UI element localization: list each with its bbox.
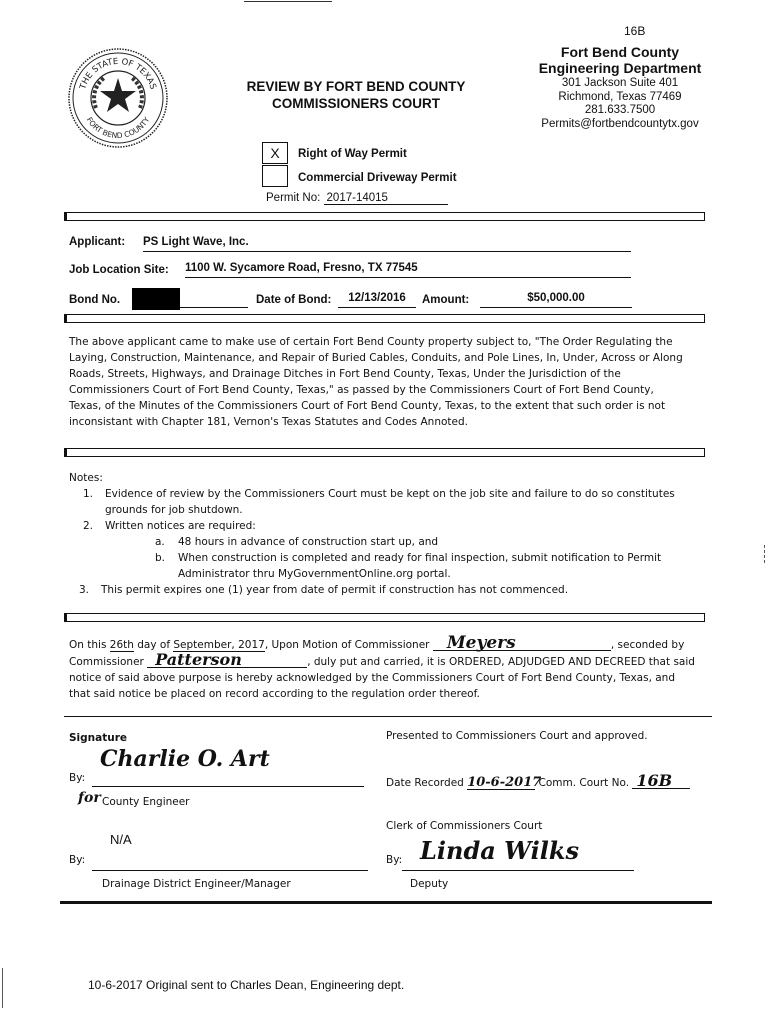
for-mark: for [78,790,101,806]
clerk-by-label: By: [386,854,403,866]
note-2a-letter: a. [155,536,165,548]
commercial-driveway-checkbox[interactable] [262,165,288,187]
bond-number-line [180,292,248,308]
paragraph-line: Laying, Construction, Maintenance, and Repair of Buried Cables, Conduits, and Pole Lines, In, Under, Across or Along [69,352,683,364]
presented-text: Presented to Commissioners Court and approved. [386,730,648,742]
scan-mark-right [764,545,766,563]
notes-title: Notes: [69,472,103,484]
notes-section [69,470,709,598]
department-name: Fort Bend County [560,44,680,60]
signature-line-1 [92,786,364,787]
applicant-value: PS Light Wave, Inc. [143,236,631,252]
paragraph-line: Texas, of the Minutes of the Commissioners Court of Fort Bend County, Texas, to the extent that such order is not [69,400,666,412]
note-2a [69,534,709,550]
court-number-value: 16B [632,774,690,789]
motion-carried: , duly put and carried, it is ORDERED, ADJUDGED AND DECREED that said [307,656,695,668]
right-of-way-checkbox[interactable]: X [262,142,288,164]
motion-day: 26th [109,639,134,651]
bottom-divider [60,901,712,904]
commercial-driveway-label: Commercial Driveway Permit [298,172,457,184]
signature-divider [64,716,712,717]
clerk-label: Clerk of Commissioners Court [386,820,543,832]
note-2b-letter: b. [155,552,166,564]
top-scan-line [244,1,332,2]
date-recorded-label: Date Recorded [386,777,464,789]
motion-day-of: day of [137,639,171,651]
section-divider-3 [64,448,705,457]
department-block [520,44,720,131]
motion-line4: that said notice be placed on record according to the regulation order thereof. [69,688,480,700]
motion-on-this: On this [69,639,107,651]
permit-number [266,192,448,205]
form-title-line2: COMMISSIONERS COURT [271,96,440,111]
job-location-label: Job Location Site: [69,264,169,276]
county-engineer-label: County Engineer [102,796,190,808]
note-3-number: 3. [79,584,90,596]
scan-mark-left [2,968,4,1008]
signature-by-label-2: By: [69,854,86,866]
note-3-text: This permit expires one (1) year from date of permit if construction has not commenced. [101,584,569,596]
bond-amount-value: $50,000.00 [480,292,632,308]
note-2-number: 2. [83,520,94,532]
seal-icon [66,46,170,150]
county-engineer-signature: Charlie O. Art [100,746,270,772]
department-address1: 301 Jackson Suite 401 [561,77,679,89]
signature-by-label: By: [69,772,86,784]
note-1 [69,486,709,518]
form-title [212,78,500,112]
permit-number-label: Permit No: [266,192,321,204]
footer-note: 10-6-2017 Original sent to Charles Dean, Engineering dept. [88,978,405,992]
department-email[interactable]: Permits@fortbendcountytx.gov [541,117,699,130]
department-subname: Engineering Department [538,60,702,76]
commissioner-1-signature: Meyers [433,636,611,651]
drainage-engineer-label: Drainage District Engineer/Manager [102,878,291,890]
section-divider-4 [64,613,705,622]
note-2b [69,550,709,582]
right-of-way-label: Right of Way Permit [298,148,407,160]
department-phone: 281.633.7500 [584,104,656,116]
section-divider-2 [64,314,705,323]
note-2a-text: 48 hours in advance of construction start up, and [178,536,439,548]
commissioner-2-signature: Patterson [147,653,307,668]
page-number: 16B [624,24,646,38]
seal-text-top: THE STATE OF TEXAS [78,56,158,91]
clerk-signature: Linda Wilks [420,836,580,865]
court-number-label: Comm. Court No. [538,777,630,789]
signature-heading: Signature [69,732,128,744]
section-divider-1 [64,212,705,221]
department-address2: Richmond, Texas 77469 [558,90,682,103]
regulation-paragraph [69,334,709,430]
county-seal [66,46,170,150]
note-1-number: 1. [83,488,94,500]
applicant-label: Applicant: [69,236,126,248]
paragraph-line: Commissioners Court of Fort Bend County, Texas," as passed by the Commissioners Court of Fort Bend County, [69,384,654,396]
note-2 [69,518,709,534]
note-2b-line2: Administrator thru MyGovernmentOnline.org portal. [178,568,451,580]
motion-seconded: , seconded by [610,639,685,651]
date-recorded-row [386,771,690,791]
motion-commissioner-label: Commissioner [69,656,144,668]
note-1-line2: grounds for job shutdown. [105,504,243,516]
bond-number-label: Bond No. [69,294,121,306]
paragraph-line: Roads, Streets, Highways, and Drainage Ditches in Fort Bend County, Texas, Under the Jurisdiction of the [69,368,621,380]
seal-text-bottom: FORT BEND COUNTY [84,115,152,141]
drainage-na: N/A [110,832,132,847]
deputy-label: Deputy [410,878,449,890]
bond-date-label: Date of Bond: [256,294,332,306]
signature-line-2 [92,870,368,871]
note-2-line1: Written notices are required: [105,520,256,532]
motion-upon: , Upon Motion of Commissioner [264,639,430,651]
bond-date-value: 12/13/2016 [338,292,416,308]
form-title-line1: REVIEW BY FORT BEND COUNTY [246,79,466,94]
motion-month-year: September, 2017 [173,639,265,651]
date-recorded-value: 10-6-2017 [467,775,542,790]
bond-amount-label: Amount: [422,294,470,306]
permit-number-value: 2017-14015 [324,192,448,205]
job-location-value: 1100 W. Sycamore Road, Fresno, TX 77545 [185,262,631,278]
note-1-line1: Evidence of review by the Commissioners Court must be kept on the job site and failure to do so constitutes [105,488,675,500]
note-3 [69,582,709,598]
clerk-signature-line [402,870,634,871]
motion-line2 [69,650,709,670]
bond-number-redacted [132,288,180,310]
paragraph-line: inconsistant with Chapter 181, Vernon's Texas Statutes and Codes Annoted. [69,416,468,428]
note-2b-line1: When construction is completed and ready for final inspection, submit notification to Permit [178,552,662,564]
paragraph-line: The above applicant came to make use of certain Fort Bend County property subject to, "The Order Regulating the [69,336,673,348]
motion-paragraph [69,633,709,702]
motion-line3: notice of said above purpose is hereby acknowledged by the Commissioners Court of Fort Bend County, Texas, and [69,672,676,684]
